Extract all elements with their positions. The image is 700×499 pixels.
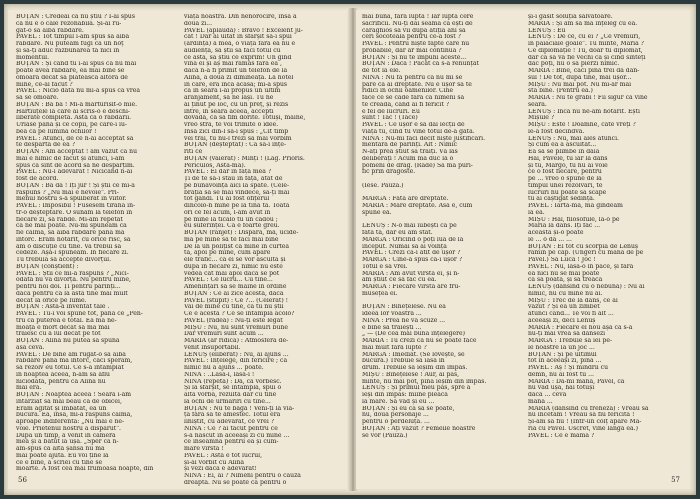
text-line: tu ai câștigat sedința. xyxy=(528,196,595,203)
text-line: moarte. A fost cea mai frumoasă noapte, din xyxy=(16,466,154,473)
text-line: Insă zici din-l să-i spus : „Cît timp xyxy=(184,128,289,135)
text-line: Hârtiuțele la care ai scris-o e deschi- xyxy=(16,108,130,115)
text-line: bea ca pe lumina ochilor ! xyxy=(16,128,97,135)
text-line: Ea să se plimbe în daia xyxy=(528,149,600,155)
text-line: aranjament, să ne lași. Tu ne xyxy=(184,95,274,101)
text-line: BOȚAN (vaierat) : Minți ! (Lag. Prioris. xyxy=(184,155,305,162)
text-line: PAVEL : Crezi că-i atît de ușor ? xyxy=(362,250,461,257)
right-page-number: 57 xyxy=(671,476,680,484)
text-line: mâna ... xyxy=(528,398,553,405)
text-line: ce asta, să știu ce exprim! Un gind xyxy=(184,54,292,61)
text-line: fost de acord. xyxy=(16,176,59,182)
text-line: NINA (repeta) : Da, că vorbesc. xyxy=(184,378,282,385)
text-line: nu văd ușa, hai totuși xyxy=(528,385,595,392)
text-line: între, în seara aceea, accepti xyxy=(184,108,274,115)
text-line: vedea cât mai apoi dacă se pot xyxy=(184,270,280,277)
text-line: în care, era încă acasă; mi-a spus xyxy=(184,81,288,88)
text-line: Și-am să fiu ! (Intr-un colț apare Ma- xyxy=(528,419,642,425)
text-line: Ți de te să-i stau în față, atât de xyxy=(184,176,283,182)
text-line: BOȚAN : Și pe ultimul xyxy=(528,351,597,358)
text-line: LENUȘ : Nu, mai ales atunci. xyxy=(528,135,619,142)
text-line: demn, nu ai fost tu ... xyxy=(528,371,594,378)
text-line: viața noastră. Din nenorocire, însă a xyxy=(184,14,297,20)
text-line: dacă ... ceva xyxy=(528,392,567,398)
text-line: face ce se cade fără ca nimeni să xyxy=(362,95,465,101)
text-line: sunt ! Tac ! (Tace) xyxy=(362,115,418,122)
text-line: mai e nimic de făcut și atunci, i-am xyxy=(16,155,125,162)
text-line xyxy=(362,190,515,197)
text-line: că ne mai poate. Nu-mi spuneam că xyxy=(16,223,127,230)
text-line: văzut ? Și ea un zîmbet xyxy=(528,304,600,311)
text-line: eu suferinței. Ca e foarte greu. xyxy=(184,223,280,230)
text-line: dac poți, nu o să pierzi nimic. xyxy=(528,61,620,68)
text-line: mea și a bătut la ușă. „Sper că n- xyxy=(16,439,119,446)
text-line: timpul unei rezolvări, te xyxy=(528,182,603,189)
text-line: rămîn pe cap. (Ungeri cu mâna de pe xyxy=(528,250,644,257)
text-line: vreo stră, te voi trimite o idee. xyxy=(184,122,279,128)
text-line: BOȚAN : Ba da ! Iți jur ! Și știi ce mi-a xyxy=(16,182,135,189)
text-line: și să-ți aduc răzbunarea ta nici în xyxy=(16,47,120,54)
left-page-column-1 xyxy=(16,14,169,473)
text-line: MIȘU : Binețelese ! Aur, ai pas, xyxy=(362,371,460,378)
text-line: minte, nu mai pot, pînă ieșim din impas. xyxy=(362,378,487,385)
text-line: BOȚAN (deșteptat) : Ca să-i înțe- xyxy=(184,142,287,149)
text-line: MARGA : Fiecare vîrstă are fru- xyxy=(362,284,461,290)
text-line: liniștit, cu adevărat, ce vrei ? xyxy=(184,419,275,425)
text-line: NINA : ..Lasă-i, lasă-i ! xyxy=(184,371,255,378)
text-line: NINA : Ce ? ai tăcut pentru ce xyxy=(184,425,278,432)
text-line: altă vorbă, rezultă dar cu tine xyxy=(184,392,277,398)
open-book xyxy=(4,4,696,495)
text-line: ce e bine, a scriei cu tine se xyxy=(16,459,103,466)
text-line: ieși din impas: mîine pleacă xyxy=(362,392,448,398)
text-line: NINA : Prea ne vă scuze ... xyxy=(362,317,446,324)
text-line: nu, două personaje ... xyxy=(362,412,429,419)
text-line: la mare. Să văd și eu ... xyxy=(362,398,435,405)
text-line: că în seara i-ai propus un ultim xyxy=(184,88,281,95)
text-line: PAVEL (aplaudă) : Bravo ! Excelent ju- xyxy=(184,27,303,34)
text-line: dar ca să vă fie vechi ca și cînd sînteți xyxy=(528,54,646,61)
text-line: Maria la dans. Îți fac ... xyxy=(528,223,601,230)
text-line: asa ceva. xyxy=(16,344,45,351)
text-line: dacă pentru că la asta tine mai mult xyxy=(16,290,128,297)
text-line: LENUȘ : Eu xyxy=(528,27,566,34)
text-line: ță fără să te amestec. Totul era xyxy=(184,412,281,419)
text-line: mai era. xyxy=(16,385,42,392)
text-line: fiecare zi, să răbde. Mi-am repetat xyxy=(16,216,123,223)
text-line: Periculos, Asta-mă). xyxy=(184,162,246,169)
text-line: PAVEL : Ăsta e tot lucrul, xyxy=(184,452,263,459)
text-line: Ce diplomație ! Tu, doar tu diplomat, xyxy=(528,47,643,54)
text-line: întârziat să mai beau ca de obicei, xyxy=(16,398,122,405)
text-line: vei trăi, tu nu-l trezi să mai vorbim xyxy=(184,135,292,142)
text-line: După un timp, a venit în camera xyxy=(16,432,116,439)
text-line: răbdare. Nu puteam fugi ca un hoț xyxy=(16,41,124,47)
text-line: și tu, Margo, tu nu ai voie xyxy=(528,162,608,169)
text-line: spus că sînt de acord să ne despărțim. xyxy=(16,162,135,169)
text-line: N-ați prea știut să trăiți. Vă las xyxy=(362,149,458,155)
text-line: Mișule ? xyxy=(528,115,554,122)
text-line: MARIA : Nu te grăbi ! Fii sigur că vine xyxy=(528,95,648,101)
text-line: răspuns ? „Nu mai e nevoie". Pri- xyxy=(16,189,119,196)
text-line: să se omoare. xyxy=(16,95,59,101)
text-line: PAVEL (stupit) : Ce ?... (Celerat) ! xyxy=(184,297,289,304)
text-line: dacă n-a fi primit un telefon de la xyxy=(184,68,288,74)
text-line: niciodată, pentru că Alina nu xyxy=(16,378,106,385)
text-line: pe ... vreo o spune de la xyxy=(528,176,602,182)
text-line: viață tu, cînd tu vine totul de-a gata. xyxy=(362,128,475,135)
text-line: ai ținut pe loc, cu un preț, și rezis xyxy=(184,101,289,108)
text-line: ori ce fel acum, l-am avut în xyxy=(184,209,271,216)
text-line: BOȚAN : Asta-a inventat tale . xyxy=(16,304,110,311)
text-line: am știut ce să fac cu ea. xyxy=(362,277,437,284)
text-line: MARGA : Trebuie să iei pe- xyxy=(528,338,613,344)
text-line: MIȘU : Hai, filosofule, la-o pe xyxy=(528,216,620,223)
text-line: MARIA : Fiecare el nou așa ca s-a xyxy=(528,324,633,331)
text-line: mentară de părinți. Alt : Nimic xyxy=(362,142,458,149)
text-line: LENUȘ (dansînd cu o nebună) : Nu ai xyxy=(528,284,645,290)
text-line: se vor (Pauză.) xyxy=(362,432,408,439)
text-line: BOȚAN (conștient) : xyxy=(16,263,79,270)
text-line: Hai, Pavele, tu iar la dans xyxy=(528,155,608,162)
text-line: pe mine la ticălo tu un cadou ; xyxy=(184,216,278,223)
text-line: seara. xyxy=(528,101,547,108)
right-page-column-2 xyxy=(528,14,681,439)
text-line: dovada, ca să fim dorite. Totuși, mâine, xyxy=(184,115,306,122)
text-line: PAVEL (râdea) : Nu-ți este legat xyxy=(184,317,283,324)
left-page-column-2 xyxy=(184,14,337,487)
text-line: Dar vremuri sunt acum ... xyxy=(184,331,264,338)
text-line: mare vîrstă ! xyxy=(184,446,224,452)
text-line: mai bună, fără luptă ! Iar lupta cere xyxy=(362,14,474,20)
text-line: mai mult fără lupte ? xyxy=(362,344,427,351)
text-line: bucura. Ea, însă, mi-a răspuns calmă, xyxy=(16,412,133,419)
text-line: și-i găsit soluția salvatoare. xyxy=(528,14,613,20)
text-line: lucruri nu poate să scape xyxy=(528,189,607,196)
text-line: gat-o să aibă răbdare. xyxy=(16,27,84,34)
text-line: nu-ți mai vrea să dansezi xyxy=(528,331,606,338)
text-line: BOȚAN : Și când tu i-ai spus că nu mai xyxy=(16,61,137,68)
text-line: BOȚAN : Ei tot cu scorpia de Lenuș xyxy=(528,243,639,250)
text-line: te despartă de ea ? xyxy=(16,142,75,149)
text-line: aceasta și-o poate xyxy=(528,230,584,236)
text-line: MIȘU : Trec de la dans, ce ai xyxy=(528,297,618,304)
text-line: Eram agitat și îmbătat, ea un xyxy=(16,405,107,412)
text-line: (ardință) a mea, o viață fără ea nu e xyxy=(184,41,296,47)
text-line: Ce e acesta ? Ce se întâmplă acolo? xyxy=(184,311,295,317)
text-line: ridici în ochii oamenilor. Cine xyxy=(362,88,454,95)
text-line: fata ta, dar eu am stat. xyxy=(362,230,433,236)
text-line: trăiesc cu a lui decât pe tot xyxy=(16,331,101,338)
text-line: PAVEL : De bine am rugat-o să aibă xyxy=(16,351,126,358)
text-line: spune ea. xyxy=(362,209,392,216)
text-line: MIȘU : Este ! Doamne, câte vreți ? xyxy=(528,122,636,128)
text-line: BOȚAN (rânjet) : Dispară, mă, ucide- xyxy=(184,230,299,236)
text-line: întorc. Eram hotărît, cu orice risc, să xyxy=(16,236,131,243)
text-line: PAVEL : Nu-i adevărat ! Nicicând n-ai xyxy=(16,169,133,176)
text-line: nu încetăm ! Vreau să fiu fericită ! xyxy=(528,412,635,419)
text-line: că nu e o cale rezonabilă. Și-ai ru- xyxy=(16,20,122,27)
text-line: BOȚAN : Am acceptat ! am văzut că nu xyxy=(16,149,138,155)
text-line: ea nici nu se mai poate xyxy=(528,270,600,277)
text-line: vina ei și aș mai rămas fără ea , xyxy=(184,61,282,68)
text-line: început. Numai să ai voință xyxy=(362,243,447,250)
text-line: cat ! Dar ai uitat în sfârșit să-i spui xyxy=(184,34,292,41)
text-line: ce o fost fiecare, pentru xyxy=(528,169,602,176)
text-line xyxy=(362,298,515,305)
text-line: omoară decât să plătească altora de xyxy=(16,74,128,81)
text-line: cedeze. Așa-i spuneam. În fiecare zi. xyxy=(16,250,129,257)
text-line: drum. Trebuie să ieșim din impas. xyxy=(362,365,468,371)
text-line: PAVEL : Iartă-mă, mă gîndeam xyxy=(528,203,623,209)
text-line: poate avea răbdare, ea mai bine se xyxy=(16,68,125,74)
text-line: riti ce xyxy=(184,149,203,155)
text-line: audiență, să știi să faci totul cu xyxy=(184,47,281,54)
text-line: MARGA : Imediat. (Se lovește, se xyxy=(362,351,465,358)
text-line: sacrificii. Nu-ți dai seama că ești de xyxy=(362,20,473,27)
text-line: Totul e să vrei. xyxy=(362,263,408,270)
text-line: dreaptă. Nu se poate ca pentru o xyxy=(184,479,287,486)
text-line: e fel de lucruri. Eu xyxy=(362,108,420,115)
text-line: nimic nu a ajuns ... poate. xyxy=(184,365,264,371)
text-line xyxy=(362,176,515,183)
text-line: Alina, a doua zi dimineață. La hotel xyxy=(184,74,294,81)
text-line: la ea. xyxy=(528,209,545,216)
text-line: sul ! De tot, după tine, mai ușor... xyxy=(528,74,632,81)
text-line: decât la orice pe lume. xyxy=(16,297,87,304)
text-line: BOȚAN : Și eu ca să se poate, xyxy=(362,405,455,412)
text-line: LENUȘ : Încă nu ne-am hotărît. Ești xyxy=(528,108,640,115)
text-line: fie calmă, să aibă răbdare până mă xyxy=(16,230,125,236)
text-line: ideea lor voastră ... xyxy=(362,311,422,317)
text-line: Vai de mine cu tine, că tu nu știi xyxy=(184,304,284,311)
text-line: Tu trebuia să accepte divorțul. xyxy=(16,257,112,263)
text-line: PAVEL : Imposibil ! Fusesem tirana în- xyxy=(16,203,136,209)
text-line: MARGA : Fata are dreptate. xyxy=(362,196,449,203)
text-line: tr-o deșteptare. O sunam la telefon în xyxy=(16,209,133,216)
text-line: PAVEL : Ei dar în fața mea ? xyxy=(184,169,272,176)
text-line: ele trafic... că ei se vor asculta și xyxy=(184,257,286,263)
text-line: sta bine. (Pentru ea.) xyxy=(528,88,593,95)
text-line: și vezi dacă e adevărat! xyxy=(184,466,257,473)
text-line: PAVEL : Nicio dată nu mi-a spus că vrea xyxy=(16,88,140,95)
text-line: ca să poată, și să treacă xyxy=(528,277,603,284)
text-line: bucură.) Trebuie să iasă în xyxy=(362,358,445,365)
right-page-column-1 xyxy=(362,14,515,439)
text-line: doua zi... xyxy=(184,20,213,27)
text-line: BOȚAN : Dacă ! Păcat că s-a renunțat xyxy=(362,61,479,68)
text-line: ce înseamnă pentru ea și cum- xyxy=(184,439,279,446)
text-line: pentru o perdeluță. ... xyxy=(362,419,430,425)
text-line: LENUȘ : N-o mai iubești ca pe xyxy=(362,223,457,230)
text-line: și-ai vorbit cu Alina xyxy=(184,459,245,466)
text-line: LENUȘ : Și primul meu pas, spre a xyxy=(362,385,471,392)
text-line: MARIA : Mare dreptate. Asa e, cum xyxy=(362,203,473,209)
right-page xyxy=(356,10,690,489)
text-line: MARIA : Dă-mi mâna, Pavel, că xyxy=(528,378,625,385)
text-line: s-a născut în aceeași zi cu mine ... xyxy=(184,432,290,439)
text-line: la ochi de urmăriri cu tine... xyxy=(184,398,271,405)
text-line: MARIA : Bine, căci pînă trei dă dan- xyxy=(528,68,640,74)
text-line: ta, apoi pe mine, cum apare xyxy=(184,250,271,257)
text-line: aproape indiferentă: „Nu mai e ne- xyxy=(16,419,125,425)
text-line: BOȚAN : Credeai că nu știu ? I-ai spus xyxy=(16,14,135,20)
text-line: BOȚAN : Binețelese. Nu ea xyxy=(362,304,446,311)
text-line: PAVEL : Înțelege, din fericire ; că xyxy=(184,358,288,365)
text-line: caraghios să vii după atîția ani să xyxy=(362,27,466,34)
text-line: probabile, dar ar mai continua ? xyxy=(362,47,462,54)
text-line: PAVEL : Pentru niște fapte care nu xyxy=(362,41,470,47)
text-line: mă pe mine să te faci mai bine xyxy=(184,236,279,243)
text-line: Amenințări să se mâine în ordine xyxy=(184,284,287,290)
text-line: PAVEL : Ce e mamă ? xyxy=(528,432,595,439)
text-line: Și cum ea a ascultat... xyxy=(528,142,597,149)
text-line: BOȚAN : Ați văzut ? Femeile noastre xyxy=(362,425,476,432)
text-line: în noaptea aceea, n-am să aflu xyxy=(16,371,110,378)
text-line: (Iese. Pauză.) xyxy=(362,182,404,189)
text-line: pomeni de drag. (Râde) Să mă puri- xyxy=(362,162,473,169)
text-line: după în fiecare zi, nimic nu este xyxy=(184,263,283,270)
text-line: tru că puterea e total. Ea mă ne- xyxy=(16,317,117,324)
text-line: moață e mort decât să mă mai xyxy=(16,324,110,331)
text-line: venit insuportabil. xyxy=(184,344,241,351)
text-line: MIȘU : Nu mai pot. Nu mi-ar mai xyxy=(528,81,632,88)
text-line: MARIA (dansînd cu freneză) : Vreau să xyxy=(528,405,649,412)
text-line: MARIA : Am avut vîrsta ei, și n- xyxy=(362,270,460,277)
text-line: voie. Prietenul nostru a dispărut". xyxy=(16,425,121,432)
left-page-number: 56 xyxy=(18,476,27,484)
text-line: MARGA : Oricînd o poți lua de la xyxy=(362,236,464,243)
text-line: BOȚAN : Ce ai zice acesta, dacă xyxy=(184,290,284,297)
text-line: am-spus că altă șansă nu mă xyxy=(16,446,105,452)
text-line: pentru noi doi. Ți pentru părinți... xyxy=(16,284,121,290)
text-line: pe bunăvoință aici la spate. (Cele- xyxy=(184,182,290,189)
text-line xyxy=(362,217,515,224)
left-page xyxy=(8,10,350,489)
text-line: menul nostru s-a spulberat în viitor. xyxy=(16,196,127,203)
text-line: PAVEL : Aș ! Și mindrii cu xyxy=(528,365,609,371)
text-line: MARIA (ar ridică) : Atmosferă de- xyxy=(184,338,289,344)
text-line: LENUȘ : De ce, cu ei ? „Ce vremuri, xyxy=(528,34,641,41)
text-line: PAVEL : Ce ușor e să dai lecții de xyxy=(362,122,465,128)
text-line: ceri socoteala pentru ce-a fost ? xyxy=(362,34,461,41)
text-line: MARGA : Cine-a spus că-i ușor ? xyxy=(362,257,463,263)
text-line: MARIA : Și am să mă înțeleg cu ea. xyxy=(528,20,638,27)
text-line: nimic, nu cu mine nu ai. xyxy=(528,290,603,297)
text-line: tot în aceeași zi, pînă ... xyxy=(528,358,602,365)
text-line: MIȘU : Nu, nu sunt vremuri bune xyxy=(184,324,288,331)
text-line: deliberați ! Acum mă duc la o xyxy=(362,155,454,162)
text-line: ria cu Pavel. Uscret, vine lângă ea.) xyxy=(528,425,638,432)
text-line: am o discuție cu tine. Va trebui să xyxy=(16,243,122,250)
text-line: BOȚAN : Nu te băga ! Veni-ți la via- xyxy=(184,405,295,412)
text-line: aceeași zi, deci Lenuș xyxy=(528,317,596,324)
text-line: Pavel.) Să Lucă ! Joc ! xyxy=(528,257,596,263)
text-line: PAVEL : Tot timpul i-am spus să aibă xyxy=(16,34,130,41)
text-line: BOȚAN : Alina nu putea să spună xyxy=(16,338,120,344)
text-line: NINA : Nu fă pentru că nu mi se xyxy=(362,74,463,81)
text-line: PAVEL : Ce lucru... Cu tine... xyxy=(184,277,273,284)
text-line: mai poate ajuta. Eu voi ține la xyxy=(16,452,109,459)
text-line: le-a fost decîndva. xyxy=(528,128,585,135)
text-line: LENUȘ (eliberat) : Nu, ai ajuns ... xyxy=(184,351,289,358)
text-line: BOȚAN : Noaptea aceea ! Seara i-am xyxy=(16,392,132,398)
text-line: musețea ei. xyxy=(362,290,398,297)
text-line: Urlase până și ce copii, pe care-i iu- xyxy=(16,122,127,128)
text-line: te creadă, când ai fi fericit ? xyxy=(362,101,450,108)
text-line: liberate completă. Asta ca o răbdării. xyxy=(16,115,132,122)
text-line: PAVEL : Atunci, de ce n-ai acceptat să xyxy=(16,135,134,142)
text-line: mine, ce-ai făcut ? xyxy=(16,81,73,88)
text-line: le noastre la un joc ... xyxy=(528,344,595,351)
text-line: BOȚAN : Și nu te impuni aceste... xyxy=(362,54,467,61)
text-line: „ — (De cea mai bună înțelegere) xyxy=(362,331,466,338)
text-line: e bine să trăiești ... xyxy=(362,324,422,331)
text-line: să rezolv eu totul. Ce s-a întâmplat xyxy=(16,365,124,371)
text-line: PAVEL : Știi ce mi-a răspuns ? „Nici- xyxy=(16,270,129,277)
text-line: le ... o da ... ... xyxy=(528,236,572,243)
text-line: BOȚAN : Ba ba ! Mi-a mărturisit-o mie. xyxy=(16,101,138,108)
text-line: fic prin dragoste. xyxy=(362,169,416,176)
text-line: răbdare până mă întorc, căci sperăm, xyxy=(16,358,133,365)
text-line: în paiaciale goale". Tu minte, Maria ? xyxy=(528,41,644,47)
text-line: dincolo-n mine pe la tina ta. Toată xyxy=(184,203,290,209)
text-line: Și la sfârșit, se întâmplă, spui o xyxy=(184,385,282,392)
text-line: brația să se mai vindece, să-ți mai xyxy=(184,189,290,196)
text-line: NINA : Ei, ai ? Nimeni pentru o cauză xyxy=(184,473,301,479)
text-line: PAVEL : Nu, lasă-o în pace, și fără xyxy=(528,263,634,270)
text-line: tot gândi. Tu ai fost ofițerul xyxy=(184,196,270,203)
text-line: odată nu va divorța. Nu pentru mine, xyxy=(16,277,131,284)
text-line: momentul. xyxy=(16,54,50,61)
text-line: atunci când... Te voi fi alt ... xyxy=(528,311,614,317)
text-line: De la un polițist ca mine în curtea xyxy=(184,243,290,250)
text-line: PAVEL : Tu-i voi spune tot, până ce „Pen- xyxy=(16,311,143,317)
text-line: pare că ai dreptate. Nu e ușor să te xyxy=(362,81,472,88)
text-line: de tot la ele. xyxy=(362,68,401,74)
text-line: NINA : Nu-mi faci decît niște justificări. xyxy=(362,135,486,142)
text-line: MARIA : Tu crezi că nu se poate face xyxy=(362,338,477,344)
